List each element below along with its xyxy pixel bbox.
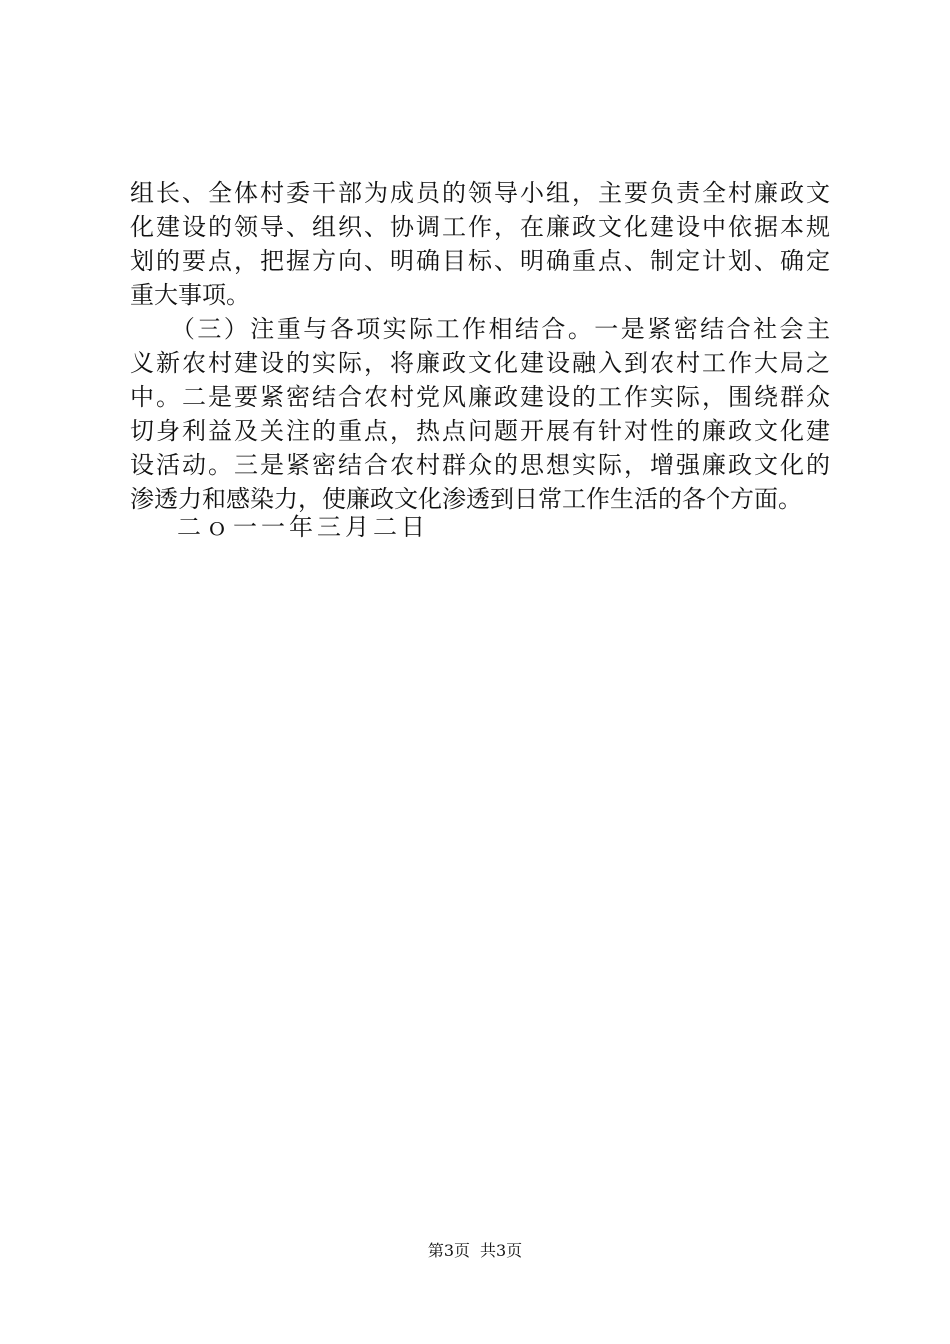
body-line-3: 划的要点，把握方向、明确目标、明确重点、制定计划、确定 — [130, 247, 830, 275]
body-line-10: 渗透力和感染力，使廉政文化渗透到日常工作生活的各个方面。 — [130, 485, 802, 513]
body-line-4: 重大事项。 — [130, 281, 250, 309]
body-line-6: 义新农村建设的实际，将廉政文化建设融入到农村工作大局之 — [130, 349, 830, 377]
body-line-2: 化建设的领导、组织、协调工作，在廉政文化建设中依据本规 — [130, 213, 830, 241]
body-line-9: 设活动。三是紧密结合农村群众的思想实际，增强廉政文化的 — [130, 451, 830, 479]
body-line-5: （三）注重与各项实际工作相结合。一是紧密结合社会主 — [130, 315, 830, 343]
body-line-7: 中。二是要紧密结合农村党风廉政建设的工作实际，围绕群众 — [130, 383, 830, 411]
page-number-current: 第3页 — [427, 1241, 470, 1260]
body-line-8: 切身利益及关注的重点，热点问题开展有针对性的廉政文化建 — [130, 417, 830, 445]
page-footer — [0, 1240, 950, 1262]
page-number-total: 共3页 — [480, 1241, 523, 1260]
body-line-1: 组长、全体村委干部为成员的领导小组，主要负责全村廉政文 — [130, 179, 830, 207]
document-date: 二ｏ一一年三月二日 — [177, 513, 429, 541]
